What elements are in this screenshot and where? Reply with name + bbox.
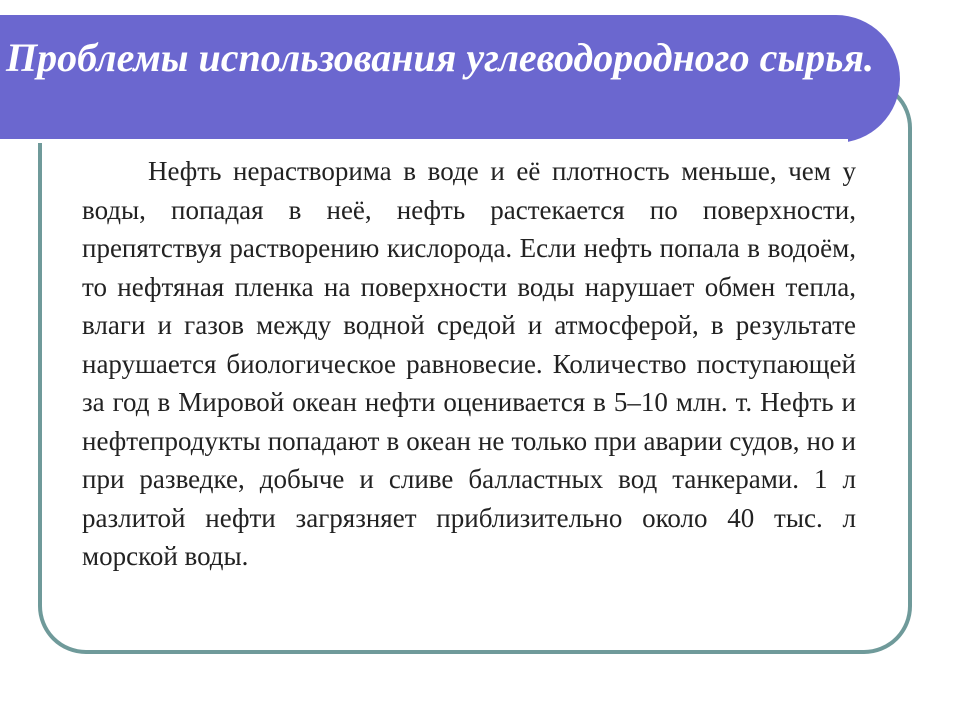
slide-title: Проблемы использования углеводородного сырья. [6,35,874,80]
title-underline [0,139,848,143]
title-bar [0,15,900,143]
slide-body-text: Нефть нерастворима в воде и её плотность меньше, чем у воды, попадая в неё, нефть растекается по поверхности, препятствуя растворению кислорода. Если нефть попала в водоём, то нефтяная пленка на поверхности воды нарушает обмен тепла, влаги и газов между водной средой и атмосферой, в результате нарушается биологическое равновесие. Количество поступающей за год в Мировой океан нефти оценивается в 5–10 млн. т. Нефть и нефтепродукты попадают в океан не только при аварии судов, но и при разведке, добыче и сливе балластных вод танкерами. 1 л разлитой нефти загрязняет приблизительно около 40 тыс. л морской воды. [82,156,856,571]
